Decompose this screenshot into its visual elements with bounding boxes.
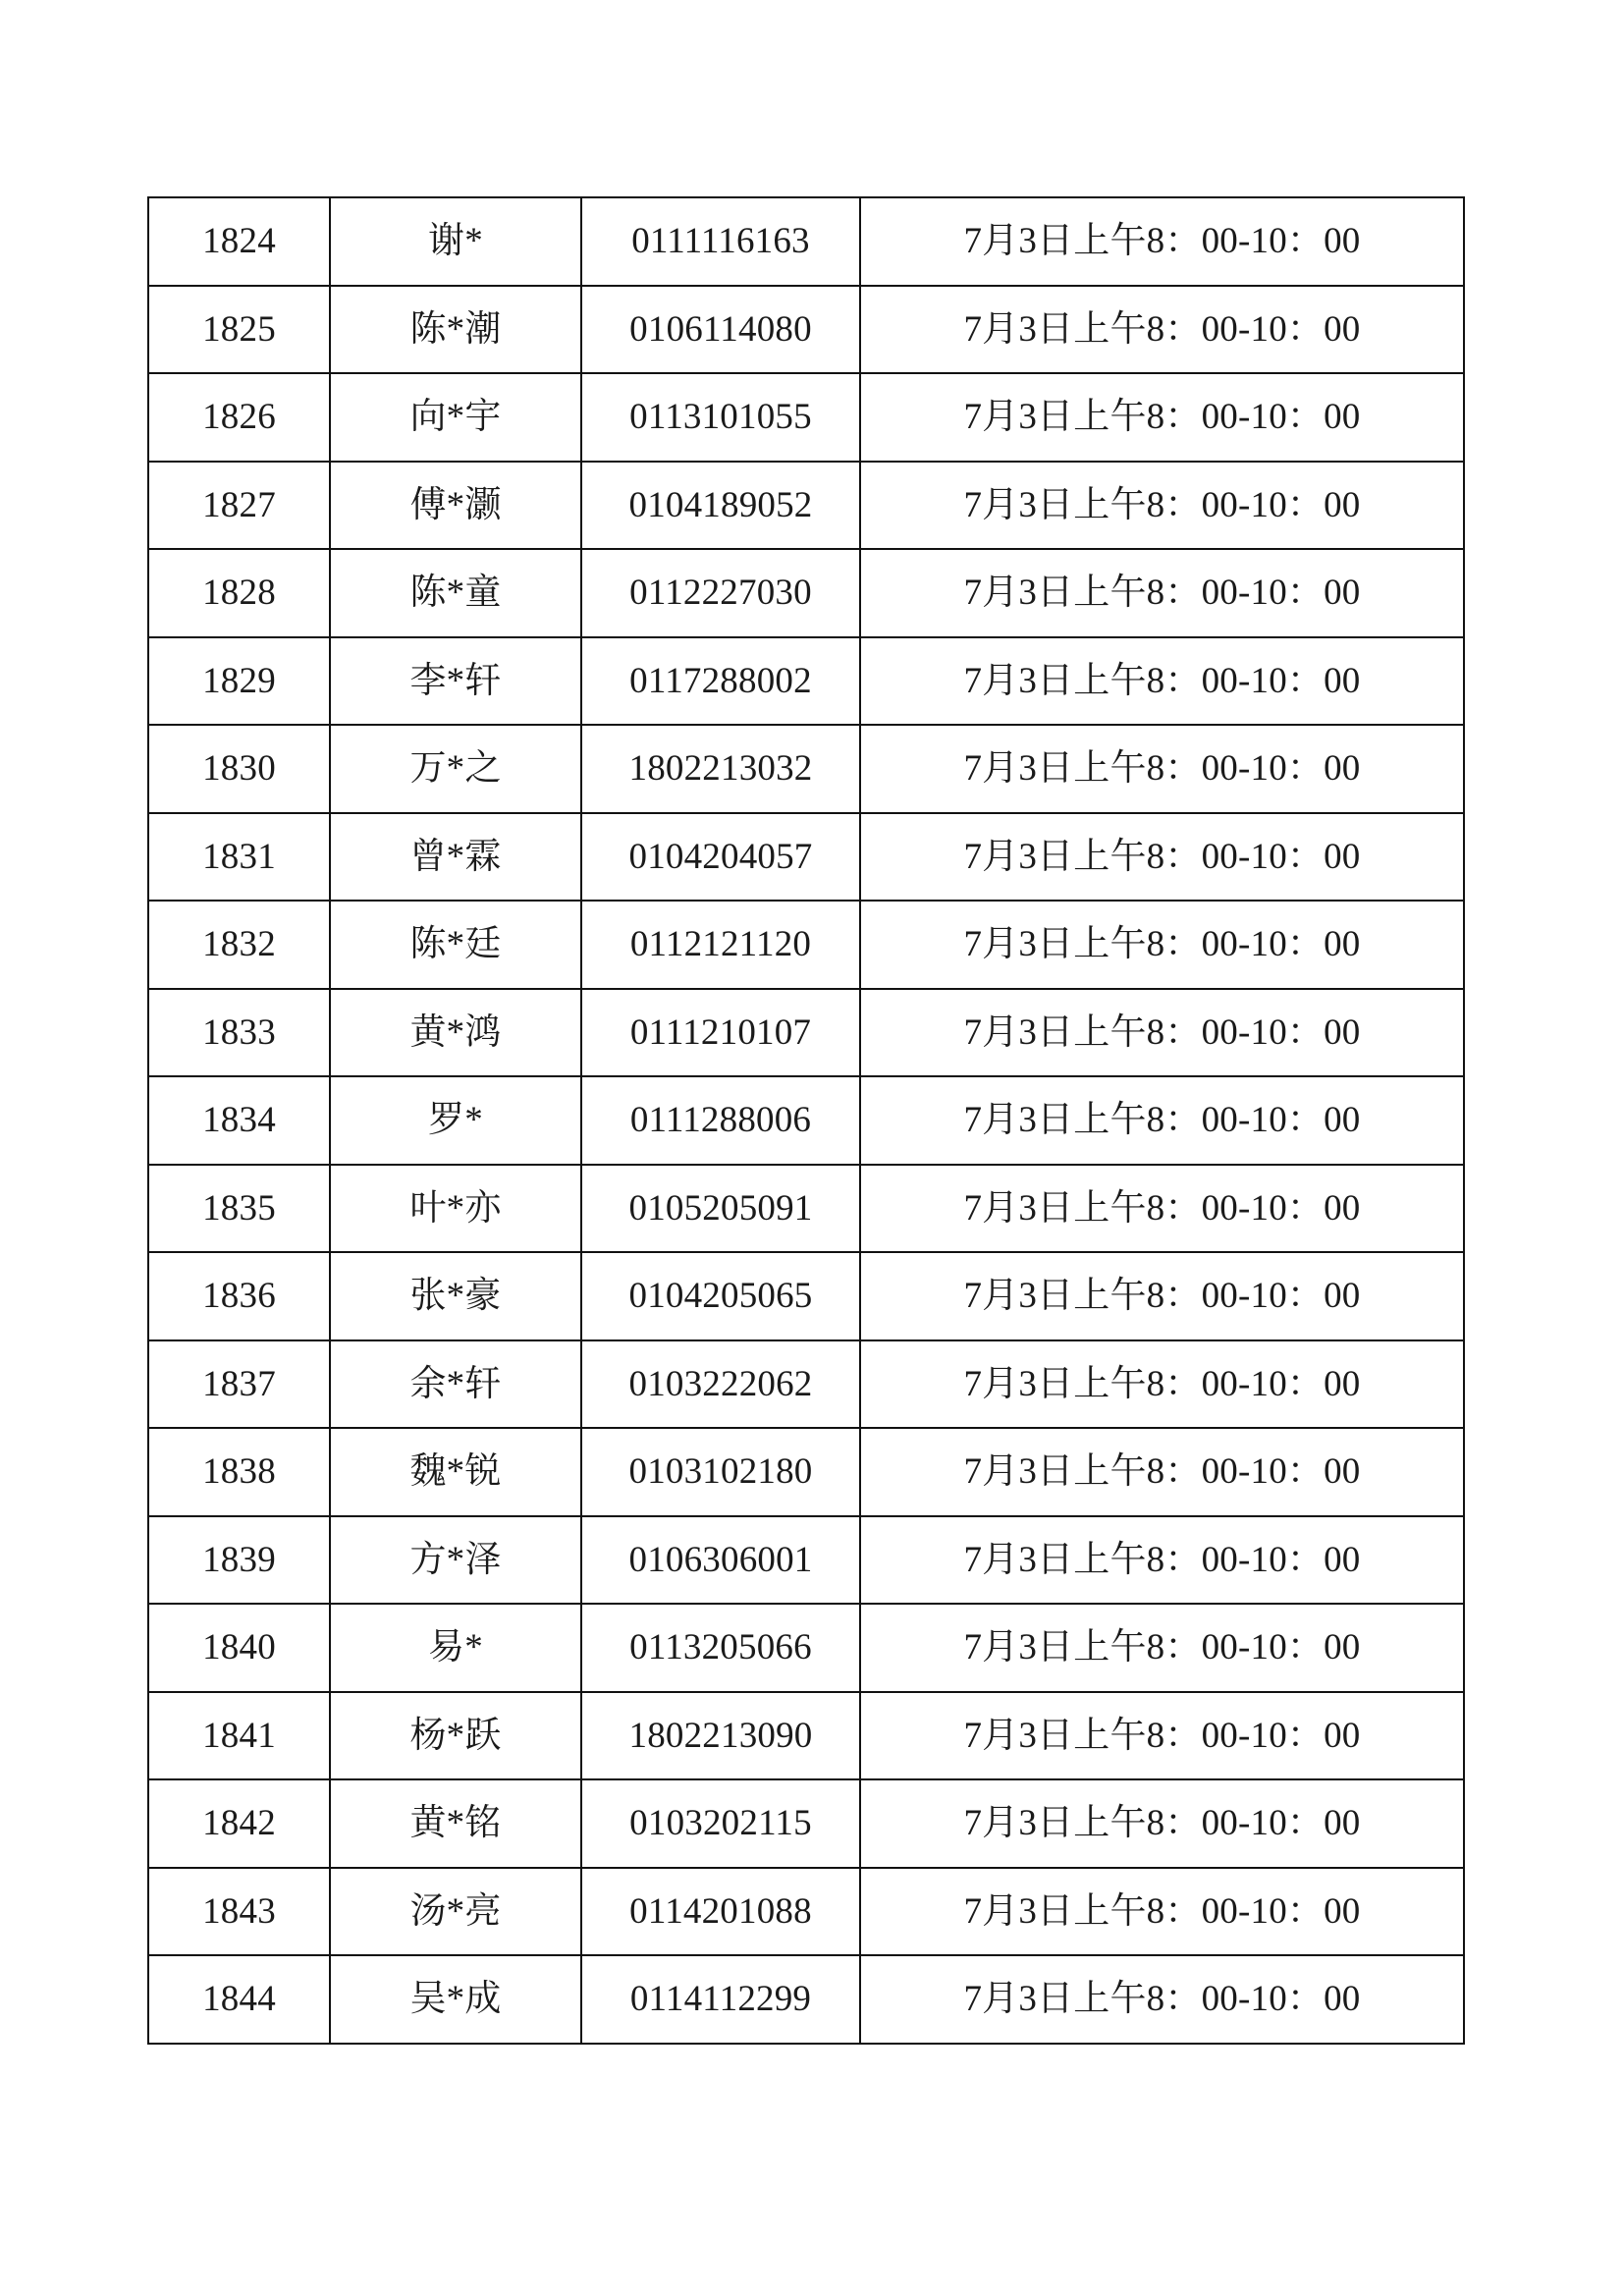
row-number-cell: 1841 — [148, 1692, 330, 1780]
table-row — [148, 286, 1464, 374]
exam-time-cell: 7月3日上午8：00-10：00 — [860, 197, 1464, 286]
exam-time-cell: 7月3日上午8：00-10：00 — [860, 1955, 1464, 2044]
table-row — [148, 1516, 1464, 1605]
roster-table-body — [148, 197, 1464, 2044]
student-name-cell: 汤*亮 — [330, 1868, 581, 1956]
student-id-cell: 1802213090 — [581, 1692, 860, 1780]
student-id-cell: 0112121120 — [581, 901, 860, 989]
row-number-cell: 1828 — [148, 549, 330, 637]
row-number-cell: 1844 — [148, 1955, 330, 2044]
table-row — [148, 1604, 1464, 1692]
table-row — [148, 1868, 1464, 1956]
student-name-cell: 张*豪 — [330, 1252, 581, 1340]
table-row — [148, 1955, 1464, 2044]
student-id-cell: 0106306001 — [581, 1516, 860, 1605]
row-number-cell: 1838 — [148, 1428, 330, 1516]
exam-time-cell: 7月3日上午8：00-10：00 — [860, 1252, 1464, 1340]
student-id-cell: 0111210107 — [581, 989, 860, 1077]
student-name-cell: 易* — [330, 1604, 581, 1692]
student-name-cell: 方*泽 — [330, 1516, 581, 1605]
table-row — [148, 813, 1464, 902]
student-name-cell: 李*轩 — [330, 637, 581, 726]
student-id-cell: 0111116163 — [581, 197, 860, 286]
table-row — [148, 725, 1464, 813]
table-row — [148, 901, 1464, 989]
row-number-cell: 1829 — [148, 637, 330, 726]
student-name-cell: 黄*鸿 — [330, 989, 581, 1077]
student-id-cell: 1802213032 — [581, 725, 860, 813]
table-row — [148, 373, 1464, 462]
exam-time-cell: 7月3日上午8：00-10：00 — [860, 1692, 1464, 1780]
student-id-cell: 0106114080 — [581, 286, 860, 374]
row-number-cell: 1843 — [148, 1868, 330, 1956]
student-id-cell: 0103222062 — [581, 1340, 860, 1429]
table-row — [148, 1428, 1464, 1516]
table-row — [148, 1252, 1464, 1340]
student-id-cell: 0103102180 — [581, 1428, 860, 1516]
table-row — [148, 989, 1464, 1077]
table-row — [148, 1165, 1464, 1253]
student-id-cell: 0112227030 — [581, 549, 860, 637]
student-name-cell: 陈*廷 — [330, 901, 581, 989]
student-id-cell: 0114201088 — [581, 1868, 860, 1956]
row-number-cell: 1824 — [148, 197, 330, 286]
row-number-cell: 1840 — [148, 1604, 330, 1692]
table-row — [148, 637, 1464, 726]
row-number-cell: 1839 — [148, 1516, 330, 1605]
table-row — [148, 462, 1464, 550]
table-row — [148, 1076, 1464, 1165]
exam-time-cell: 7月3日上午8：00-10：00 — [860, 549, 1464, 637]
exam-time-cell: 7月3日上午8：00-10：00 — [860, 286, 1464, 374]
table-row — [148, 197, 1464, 286]
student-id-cell: 0104204057 — [581, 813, 860, 902]
student-name-cell: 万*之 — [330, 725, 581, 813]
exam-time-cell: 7月3日上午8：00-10：00 — [860, 462, 1464, 550]
student-name-cell: 余*轩 — [330, 1340, 581, 1429]
row-number-cell: 1830 — [148, 725, 330, 813]
student-name-cell: 傅*灏 — [330, 462, 581, 550]
table-row — [148, 1779, 1464, 1868]
student-id-cell: 0114112299 — [581, 1955, 860, 2044]
student-name-cell: 杨*跃 — [330, 1692, 581, 1780]
exam-time-cell: 7月3日上午8：00-10：00 — [860, 989, 1464, 1077]
student-name-cell: 罗* — [330, 1076, 581, 1165]
student-id-cell: 0117288002 — [581, 637, 860, 726]
exam-time-cell: 7月3日上午8：00-10：00 — [860, 725, 1464, 813]
student-id-cell: 0111288006 — [581, 1076, 860, 1165]
exam-time-cell: 7月3日上午8：00-10：00 — [860, 1604, 1464, 1692]
student-id-cell: 0103202115 — [581, 1779, 860, 1868]
table-row — [148, 1692, 1464, 1780]
row-number-cell: 1834 — [148, 1076, 330, 1165]
exam-time-cell: 7月3日上午8：00-10：00 — [860, 901, 1464, 989]
exam-time-cell: 7月3日上午8：00-10：00 — [860, 637, 1464, 726]
exam-time-cell: 7月3日上午8：00-10：00 — [860, 1428, 1464, 1516]
student-name-cell: 向*宇 — [330, 373, 581, 462]
row-number-cell: 1831 — [148, 813, 330, 902]
row-number-cell: 1842 — [148, 1779, 330, 1868]
exam-time-cell: 7月3日上午8：00-10：00 — [860, 813, 1464, 902]
row-number-cell: 1832 — [148, 901, 330, 989]
row-number-cell: 1825 — [148, 286, 330, 374]
student-id-cell: 0105205091 — [581, 1165, 860, 1253]
row-number-cell: 1837 — [148, 1340, 330, 1429]
row-number-cell: 1835 — [148, 1165, 330, 1253]
exam-time-cell: 7月3日上午8：00-10：00 — [860, 373, 1464, 462]
table-row — [148, 549, 1464, 637]
student-name-cell: 魏*锐 — [330, 1428, 581, 1516]
roster-table — [147, 196, 1465, 2045]
student-id-cell: 0104205065 — [581, 1252, 860, 1340]
student-name-cell: 曾*霖 — [330, 813, 581, 902]
student-id-cell: 0104189052 — [581, 462, 860, 550]
table-row — [148, 1340, 1464, 1429]
row-number-cell: 1827 — [148, 462, 330, 550]
exam-time-cell: 7月3日上午8：00-10：00 — [860, 1340, 1464, 1429]
student-name-cell: 叶*亦 — [330, 1165, 581, 1253]
exam-time-cell: 7月3日上午8：00-10：00 — [860, 1076, 1464, 1165]
student-id-cell: 0113205066 — [581, 1604, 860, 1692]
student-id-cell: 0113101055 — [581, 373, 860, 462]
student-name-cell: 吴*成 — [330, 1955, 581, 2044]
row-number-cell: 1833 — [148, 989, 330, 1077]
exam-time-cell: 7月3日上午8：00-10：00 — [860, 1868, 1464, 1956]
student-name-cell: 谢* — [330, 197, 581, 286]
student-name-cell: 陈*潮 — [330, 286, 581, 374]
student-name-cell: 黄*铭 — [330, 1779, 581, 1868]
exam-time-cell: 7月3日上午8：00-10：00 — [860, 1779, 1464, 1868]
row-number-cell: 1836 — [148, 1252, 330, 1340]
row-number-cell: 1826 — [148, 373, 330, 462]
student-name-cell: 陈*童 — [330, 549, 581, 637]
exam-time-cell: 7月3日上午8：00-10：00 — [860, 1516, 1464, 1605]
exam-time-cell: 7月3日上午8：00-10：00 — [860, 1165, 1464, 1253]
